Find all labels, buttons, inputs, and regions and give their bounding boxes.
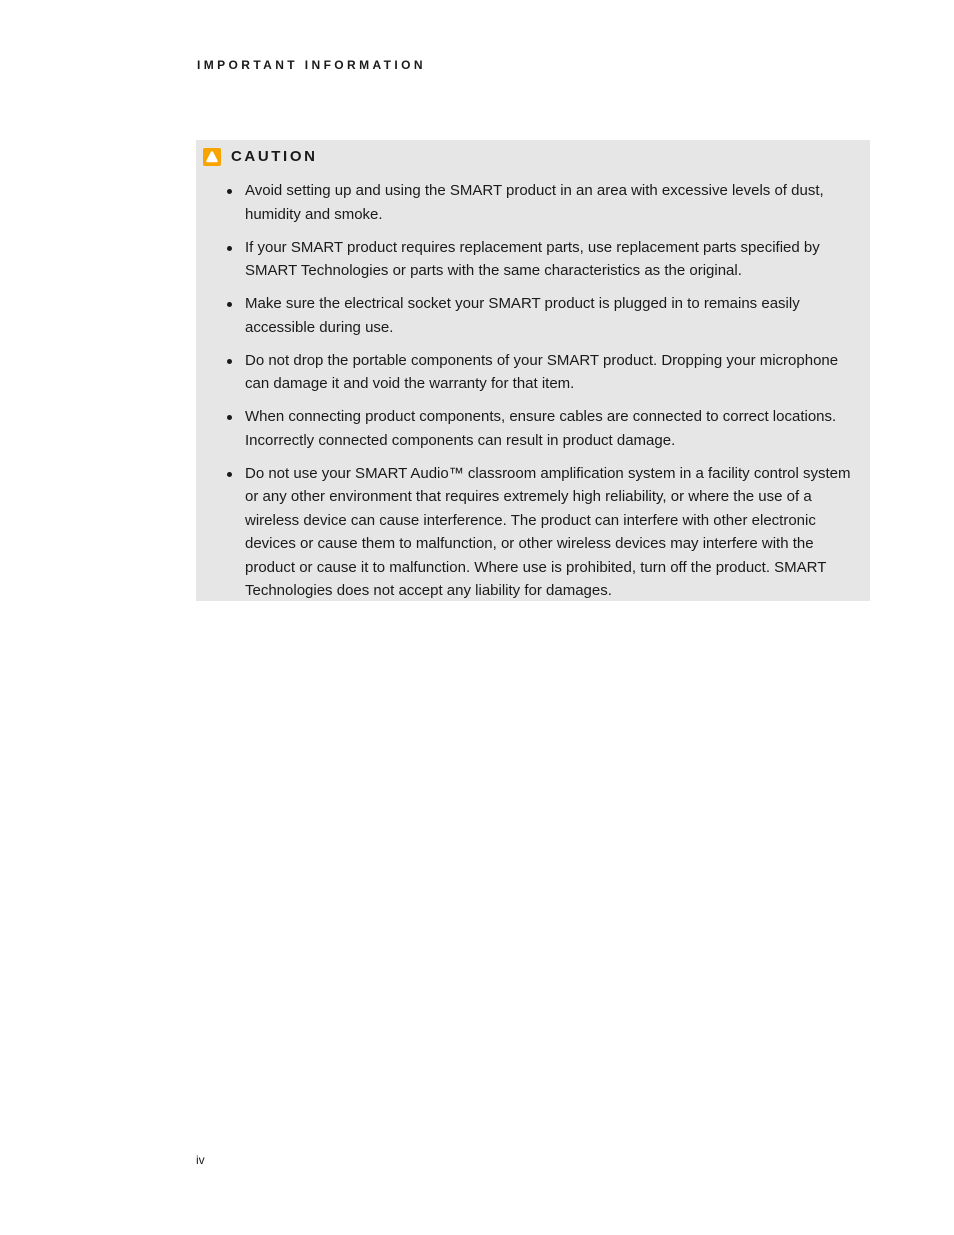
list-item-text: Avoid setting up and using the SMART product in an area with excessive levels of dust, humidity and smoke. — [245, 182, 824, 223]
bullet-icon — [227, 189, 232, 194]
list-item-text: Do not use your SMART Audio™ classroom amplification system in a facility control system or any other environment that requires extremely high reliability, or where the use of a wireless device can cause interference. The product can interfere with other electronic devices or cause them to malfunction, or other wireless devices may interfere with the product or cause it to malfunction. Where use is prohibited, turn off the product. SMART Technologies does not accept any liability for damages. — [245, 464, 851, 599]
list-item — [196, 179, 870, 226]
caution-list — [196, 179, 870, 603]
bullet-icon — [227, 359, 232, 364]
list-item-text: If your SMART product requires replacement parts, use replacement parts specified by SMART Technologies or parts with the same characteristics as the original. — [245, 238, 820, 279]
list-item — [196, 349, 870, 396]
caution-warning-icon — [203, 148, 221, 166]
bullet-icon — [227, 415, 232, 420]
list-item-text: When connecting product components, ensure cables are connected to correct locations. Incorrectly connected components can result in product damage. — [245, 408, 837, 449]
list-item-text: Make sure the electrical socket your SMART product is plugged in to remains easily accessible during use. — [245, 295, 800, 336]
page-number: iv — [196, 1153, 205, 1167]
list-item-text: Do not drop the portable components of your SMART product. Dropping your microphone can damage it and void the warranty for that item. — [245, 351, 839, 392]
bullet-icon — [227, 246, 232, 251]
list-item — [196, 292, 870, 339]
list-item — [196, 462, 870, 603]
bullet-icon — [227, 472, 232, 477]
bullet-icon — [227, 302, 232, 307]
caution-heading — [203, 148, 318, 166]
list-item — [196, 405, 870, 452]
caution-title: CAUTION — [231, 148, 318, 165]
caution-box — [196, 140, 870, 601]
list-item — [196, 236, 870, 283]
running-header: IMPORTANT INFORMATION — [197, 58, 426, 72]
